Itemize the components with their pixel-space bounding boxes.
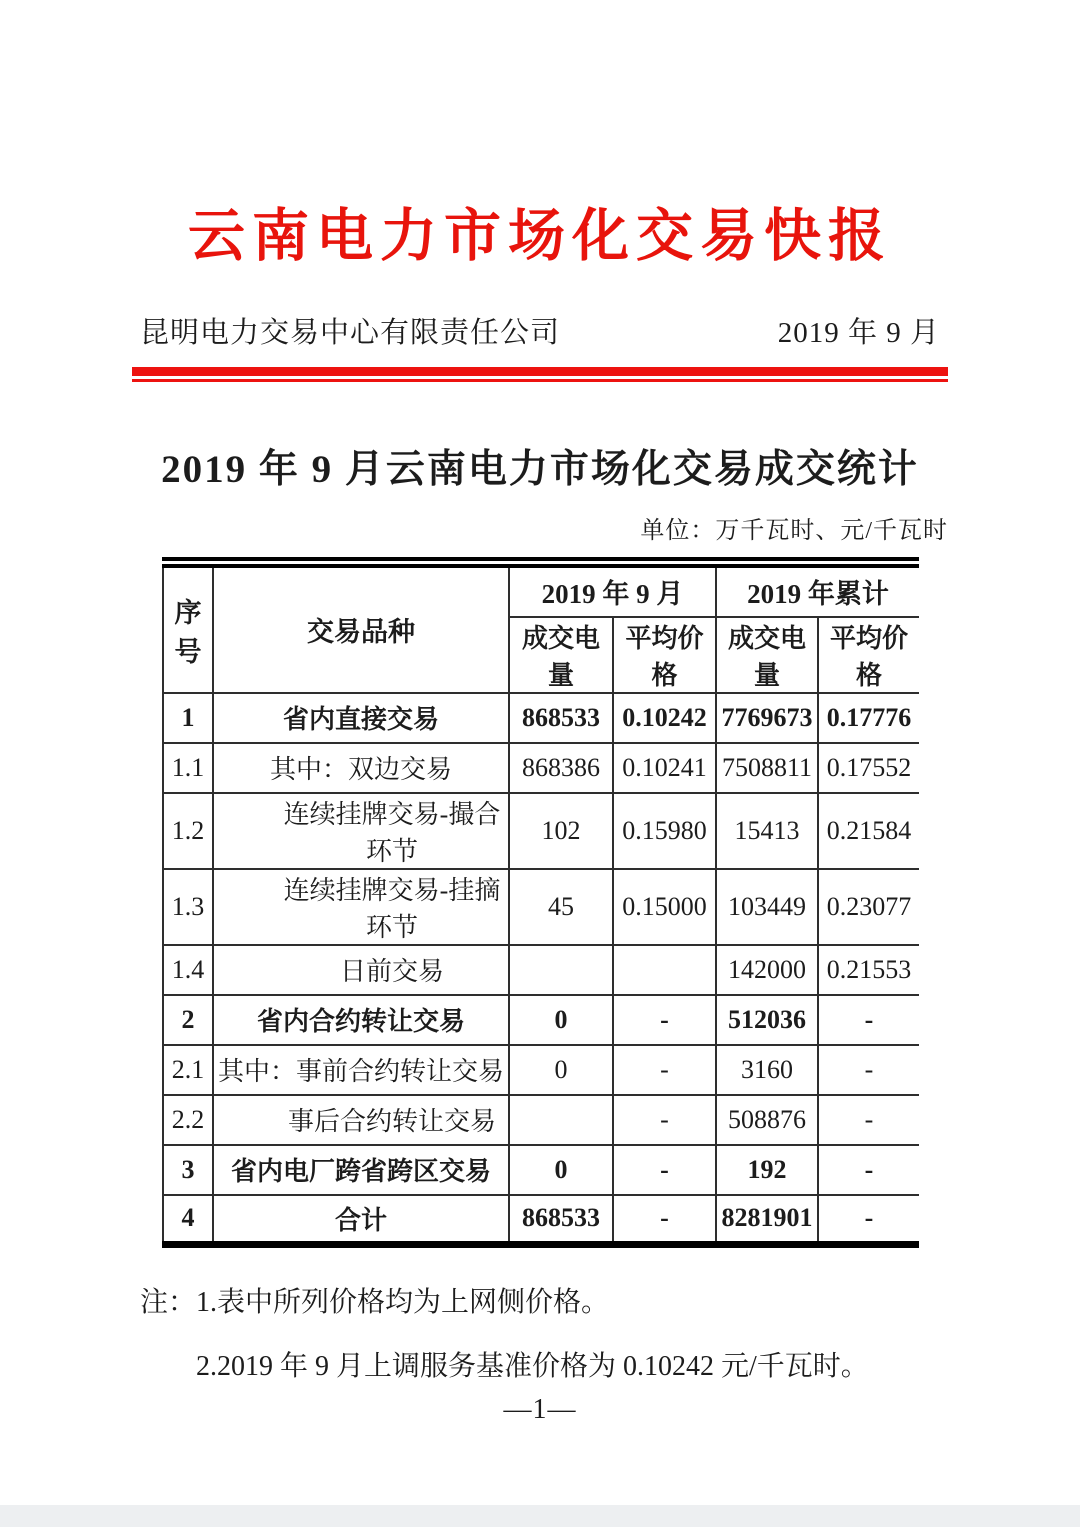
row-category: 其中：双边交易 — [213, 743, 509, 793]
row-seq: 2.2 — [163, 1095, 213, 1145]
row-month-price: - — [613, 1145, 716, 1195]
footnote-1-text: 1.表中所列价格均为上网侧价格。 — [196, 1287, 610, 1319]
row-month-volume: 0 — [509, 995, 613, 1045]
row-ytd-volume: 3160 — [716, 1045, 818, 1095]
table-header-row-groups — [163, 563, 919, 617]
row-month-price: - — [613, 1195, 716, 1245]
row-ytd-volume: 192 — [716, 1145, 818, 1195]
row-ytd-volume: 15413 — [716, 793, 818, 869]
footnotes — [140, 1280, 1080, 1384]
table-row-total — [163, 1195, 919, 1245]
row-month-volume: 102 — [509, 793, 613, 869]
row-month-price: 0.15000 — [613, 869, 716, 945]
row-seq: 3 — [163, 1145, 213, 1195]
header-month-volume: 成交电量 — [509, 617, 613, 693]
row-month-price: - — [613, 1045, 716, 1095]
row-seq: 1.1 — [163, 743, 213, 793]
row-month-price: 0.10242 — [613, 693, 716, 743]
header-ytd-price: 平均价格 — [818, 617, 919, 693]
row-category: 连续挂牌交易-撮合环节 — [213, 793, 509, 869]
row-month-volume: 868386 — [509, 743, 613, 793]
table-row — [163, 995, 919, 1045]
row-month-volume: 868533 — [509, 693, 613, 743]
row-ytd-volume: 512036 — [716, 995, 818, 1045]
row-month-price: 0.15980 — [613, 793, 716, 869]
row-seq: 2.1 — [163, 1045, 213, 1095]
row-month-price: - — [613, 995, 716, 1045]
masthead-subheader — [140, 310, 940, 351]
row-ytd-price: 0.17552 — [818, 743, 919, 793]
divider-thick-line — [132, 367, 948, 376]
row-month-price — [613, 945, 716, 995]
report-masthead-title: 云南电力市场化交易快报 — [188, 205, 892, 268]
row-category: 省内电厂跨省跨区交易 — [213, 1145, 509, 1195]
row-ytd-price: 0.21553 — [818, 945, 919, 995]
table-row — [163, 793, 919, 869]
row-category: 日前交易 — [213, 945, 509, 995]
table-row — [163, 743, 919, 793]
masthead-divider-rule — [132, 367, 948, 382]
row-ytd-price: - — [818, 1045, 919, 1095]
row-ytd-volume: 8281901 — [716, 1195, 818, 1245]
row-month-volume: 0 — [509, 1145, 613, 1195]
row-month-price: 0.10241 — [613, 743, 716, 793]
row-month-volume — [509, 1095, 613, 1145]
header-seq: 序号 — [163, 563, 213, 693]
row-category: 省内合约转让交易 — [213, 995, 509, 1045]
statistics-table-title: 2019 年 9 月云南电力市场化交易成交统计 — [161, 448, 919, 492]
table-row — [163, 869, 919, 945]
row-seq: 1 — [163, 693, 213, 743]
table-row — [163, 1145, 919, 1195]
row-seq: 1.3 — [163, 869, 213, 945]
footnote-2: 2.2019 年 9 月上调服务基准价格为 0.10242 元/千瓦时。 — [196, 1351, 869, 1383]
row-ytd-volume: 142000 — [716, 945, 818, 995]
footnote-prefix: 注： — [140, 1287, 197, 1319]
header-group-month: 2019 年 9 月 — [509, 563, 716, 617]
row-month-volume — [509, 945, 613, 995]
scan-edge-band — [0, 1505, 1080, 1527]
header-month-price: 平均价格 — [613, 617, 716, 693]
header-group-ytd: 2019 年累计 — [716, 563, 919, 617]
page-number: —1— — [503, 1394, 577, 1425]
publisher-name: 昆明电力交易中心有限责任公司 — [140, 317, 561, 350]
row-seq: 2 — [163, 995, 213, 1045]
row-month-price: - — [613, 1095, 716, 1145]
footnote-1 — [140, 1280, 1080, 1320]
table-row — [163, 1045, 919, 1095]
header-category: 交易品种 — [213, 563, 509, 693]
issue-date: 2019 年 9 月 — [777, 317, 940, 350]
header-ytd-volume: 成交电量 — [716, 617, 818, 693]
row-month-volume: 0 — [509, 1045, 613, 1095]
row-ytd-volume: 508876 — [716, 1095, 818, 1145]
transaction-statistics-table — [162, 557, 919, 1248]
row-month-volume: 45 — [509, 869, 613, 945]
row-ytd-price: 0.23077 — [818, 869, 919, 945]
row-seq: 1.2 — [163, 793, 213, 869]
table-row — [163, 1095, 919, 1145]
row-ytd-price: - — [818, 995, 919, 1045]
row-ytd-volume: 103449 — [716, 869, 818, 945]
row-ytd-volume: 7769673 — [716, 693, 818, 743]
row-category: 连续挂牌交易-挂摘环节 — [213, 869, 509, 945]
row-category: 合计 — [213, 1195, 509, 1245]
row-ytd-price: - — [818, 1145, 919, 1195]
row-ytd-price: - — [818, 1195, 919, 1245]
row-ytd-price: - — [818, 1095, 919, 1145]
divider-thin-line — [132, 379, 948, 382]
table-row — [163, 945, 919, 995]
row-month-volume: 868533 — [509, 1195, 613, 1245]
unit-note: 单位：万千瓦时、元/千瓦时 — [640, 518, 948, 545]
row-category: 省内直接交易 — [213, 693, 509, 743]
table-row — [163, 693, 919, 743]
row-ytd-volume: 7508811 — [716, 743, 818, 793]
row-seq: 4 — [163, 1195, 213, 1245]
row-ytd-price: 0.17776 — [818, 693, 919, 743]
row-ytd-price: 0.21584 — [818, 793, 919, 869]
row-category: 其中：事前合约转让交易 — [213, 1045, 509, 1095]
row-seq: 1.4 — [163, 945, 213, 995]
row-category: 事后合约转让交易 — [213, 1095, 509, 1145]
